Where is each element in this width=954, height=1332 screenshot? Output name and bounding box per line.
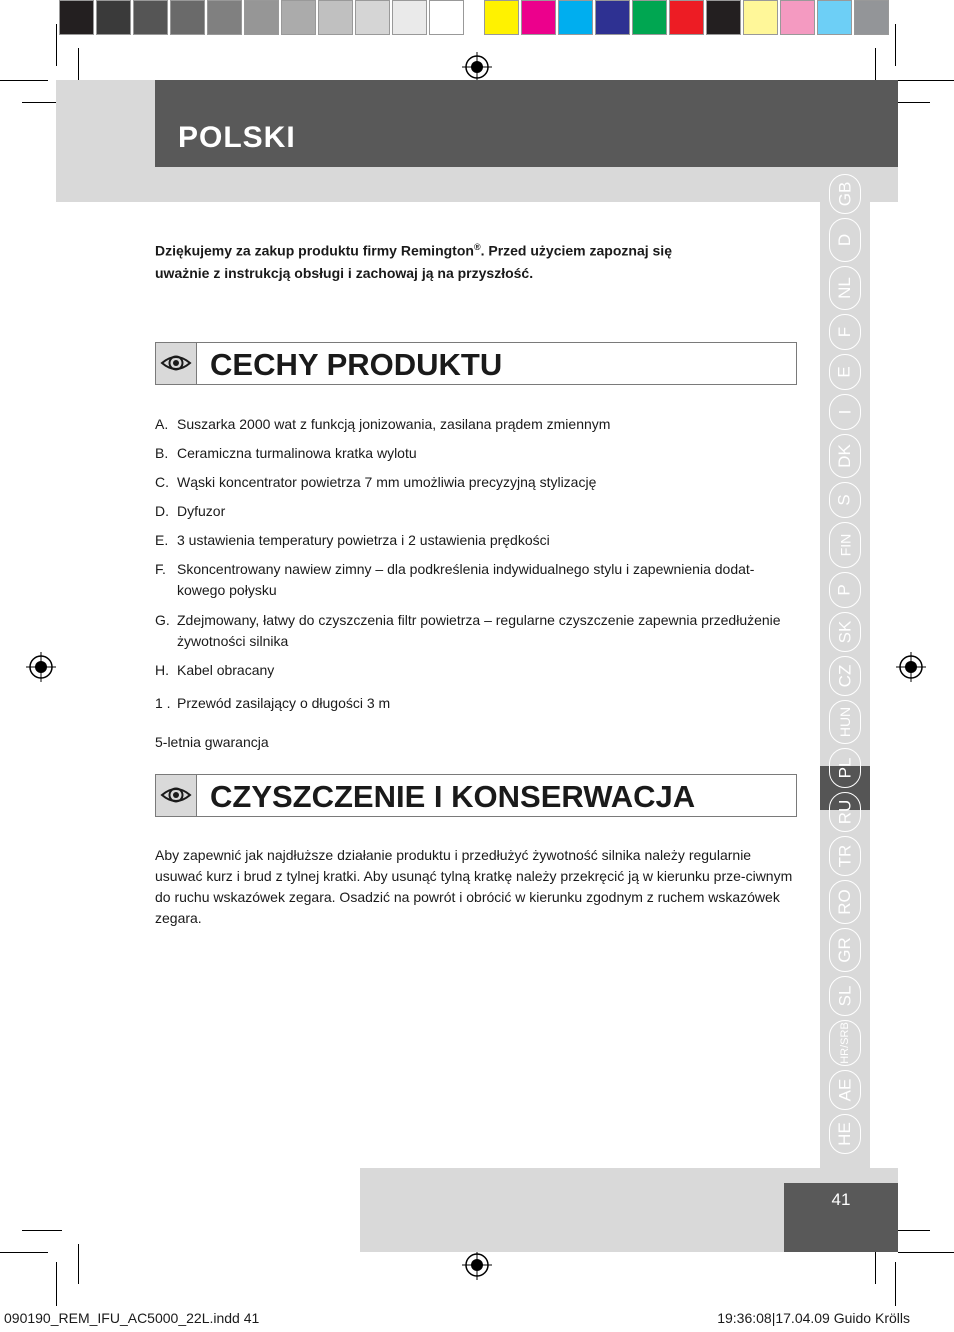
page-title: POLSKI: [178, 121, 296, 154]
section-icon-box: [156, 775, 197, 816]
language-tab-label: HUN: [837, 706, 853, 738]
section-title: CZYSZCZENIE I KONSERWACJA: [210, 779, 696, 814]
language-tab-label: F: [834, 326, 854, 338]
language-tab-d[interactable]: [829, 218, 861, 262]
language-tab-dk[interactable]: [829, 434, 861, 478]
item-letter: D.: [155, 503, 169, 519]
language-tab-ru[interactable]: [829, 792, 861, 832]
crop-mark: [78, 1244, 79, 1284]
item-text: Przewód zasilający o długości 3 m: [177, 695, 391, 711]
intro-line-1: Dziękujemy za zakup produktu firmy Remington: [155, 242, 474, 259]
language-tab-hun[interactable]: [829, 700, 861, 744]
language-tab-label: E: [835, 366, 854, 378]
language-tab-sl[interactable]: [829, 976, 861, 1016]
language-tab-s[interactable]: [829, 482, 861, 518]
item-letter: 1 .: [155, 695, 171, 711]
color-swatch: [558, 0, 593, 35]
registration-mark-icon: [26, 652, 56, 682]
item-letter: F.: [155, 561, 166, 577]
item-letter: H.: [155, 662, 169, 678]
color-swatch: [207, 0, 242, 35]
color-swatch: [318, 0, 353, 35]
crop-mark: [56, 24, 57, 66]
registered-mark: ®: [473, 242, 481, 252]
language-tab-label: I: [834, 409, 854, 415]
section-icon-box: [156, 343, 197, 384]
item-letter: E.: [155, 532, 169, 548]
registration-mark-icon: [462, 52, 492, 82]
file-info-left: 090190_REM_IFU_AC5000_22L.indd 41: [4, 1310, 260, 1326]
item-letter: C.: [155, 474, 169, 490]
color-swatch: [780, 0, 815, 35]
section-title: CECHY PRODUKTU: [210, 347, 503, 382]
color-swatch: [133, 0, 168, 35]
color-swatch: [392, 0, 427, 35]
language-tab-pl[interactable]: [829, 748, 861, 788]
language-tab-e[interactable]: [829, 354, 861, 390]
eye-icon: [156, 775, 196, 816]
language-tab-gb[interactable]: [829, 174, 861, 214]
language-tab-label: SK: [835, 620, 854, 644]
registration-mark-icon: [462, 1250, 492, 1280]
file-info-right: 19:36:08|17.04.09 Guido Krölls: [717, 1310, 910, 1326]
intro-line-2: uważnie z instrukcją obsługi i zachowaj ją na przyszłość.: [155, 264, 534, 281]
crop-mark: [895, 24, 896, 66]
language-tab-fin[interactable]: [829, 522, 861, 568]
item-letter: B.: [155, 445, 169, 461]
language-tab-label: CZ: [834, 664, 854, 688]
item-text: Suszarka 2000 wat z funkcją jonizowania, zasilana prądem zmiennym: [177, 416, 611, 432]
language-tab-label: DK: [835, 444, 854, 468]
language-tab-label: D: [835, 233, 854, 247]
crop-mark: [22, 1230, 62, 1231]
language-tab-gr[interactable]: [829, 928, 861, 972]
language-tab-label: SL: [834, 985, 854, 1007]
crop-mark: [898, 1252, 954, 1253]
item-text: Dyfuzor: [177, 503, 226, 519]
color-swatch: [595, 0, 630, 35]
color-swatch: [743, 0, 778, 35]
registration-mark-icon: [896, 652, 926, 682]
language-tab-label: AE: [835, 1078, 854, 1102]
language-tab-nl[interactable]: [829, 266, 861, 310]
language-tab-f[interactable]: [829, 314, 861, 350]
language-tab-label: GR: [835, 937, 854, 963]
color-swatch: [854, 0, 889, 35]
color-swatch: [484, 0, 519, 35]
item-text: Zdejmowany, łatwy do czyszczenia filtr powietrza – regularne czyszczenie zapewnia przedłużenie żywotności silnika: [177, 612, 781, 649]
language-tab-he[interactable]: [829, 1114, 861, 1154]
item-text: Ceramiczna turmalinowa kratka wylotu: [177, 445, 417, 461]
language-tab-cz[interactable]: [829, 656, 861, 696]
color-swatch: [521, 0, 556, 35]
section-header-cleaning: [155, 774, 797, 817]
color-swatch: [170, 0, 205, 35]
item-text: Skoncentrowany nawiew zimny – dla podkreślenia indywidualnego stylu i zapewnienia dodat-kowego połysku: [177, 561, 755, 598]
crop-mark: [895, 1262, 896, 1306]
language-tab-sk[interactable]: [829, 612, 861, 652]
crop-mark: [898, 80, 954, 81]
language-tab-label: PL: [834, 757, 854, 779]
color-swatch: [281, 0, 316, 35]
language-tab-label: S: [835, 494, 854, 506]
item-text: Kabel obracany: [177, 662, 275, 678]
language-tab-i[interactable]: [829, 394, 861, 430]
language-tab-label: P: [835, 584, 854, 596]
color-bar: [484, 0, 891, 38]
color-swatch: [244, 0, 279, 35]
color-swatch: [59, 0, 94, 35]
crop-mark: [56, 1262, 57, 1306]
section-header-features: [155, 342, 797, 385]
color-swatch: [706, 0, 741, 35]
cleaning-text: Aby zapewnić jak najdłuższe działanie produktu i przedłużyć żywotność silnika należy regularnie usuwać kurz i brud z tylnej kratki. Aby usunąć tylną kratkę należy przekręcić ją w kierunku prze-ciwnym do ruchu wskazówek zegara. Osadzić na powrót i obrócić w kierunku zgodnym z ruchem wskazówek zegara.: [155, 847, 793, 926]
intro-line-1-end: . Przed użyciem zapoznaj się: [480, 242, 672, 259]
warranty-text: 5-letnia gwarancja: [155, 734, 269, 750]
item-text: 3 ustawienia temperatury powietrza i 2 ustawienia prędkości: [177, 532, 550, 548]
language-tab-hr-srb[interactable]: [829, 1020, 861, 1066]
language-tab-ro[interactable]: [829, 880, 861, 924]
color-swatch: [96, 0, 131, 35]
item-letter: A.: [155, 416, 169, 432]
language-tab-label: HR/SRB: [839, 1022, 851, 1064]
item-text: Wąski koncentrator powietrza 7 mm umożliwia precyzyjną stylizację: [177, 474, 597, 490]
page-number: 41: [831, 1190, 851, 1209]
color-swatch: [632, 0, 667, 35]
language-tab-label: NL: [834, 277, 854, 299]
language-tab-label: RO: [835, 889, 854, 915]
language-tab-tr[interactable]: [829, 836, 861, 876]
gray-color-bar: [59, 0, 466, 38]
language-tab-label: HE: [835, 1122, 854, 1146]
color-swatch: [669, 0, 704, 35]
language-tab-p[interactable]: [829, 572, 861, 608]
crop-mark: [0, 1252, 48, 1253]
language-tab-label: RU: [835, 799, 854, 825]
item-letter: G.: [155, 612, 170, 628]
color-swatch: [429, 0, 464, 35]
language-tab-label: FIN: [837, 533, 853, 557]
crop-mark: [0, 80, 48, 81]
color-swatch: [355, 0, 390, 35]
intro-text: [155, 236, 795, 284]
color-swatch: [817, 0, 852, 35]
language-tab-ae[interactable]: [829, 1070, 861, 1110]
language-tab-label: GB: [835, 181, 854, 207]
language-tab-label: TR: [834, 844, 854, 868]
eye-icon: [156, 343, 196, 384]
